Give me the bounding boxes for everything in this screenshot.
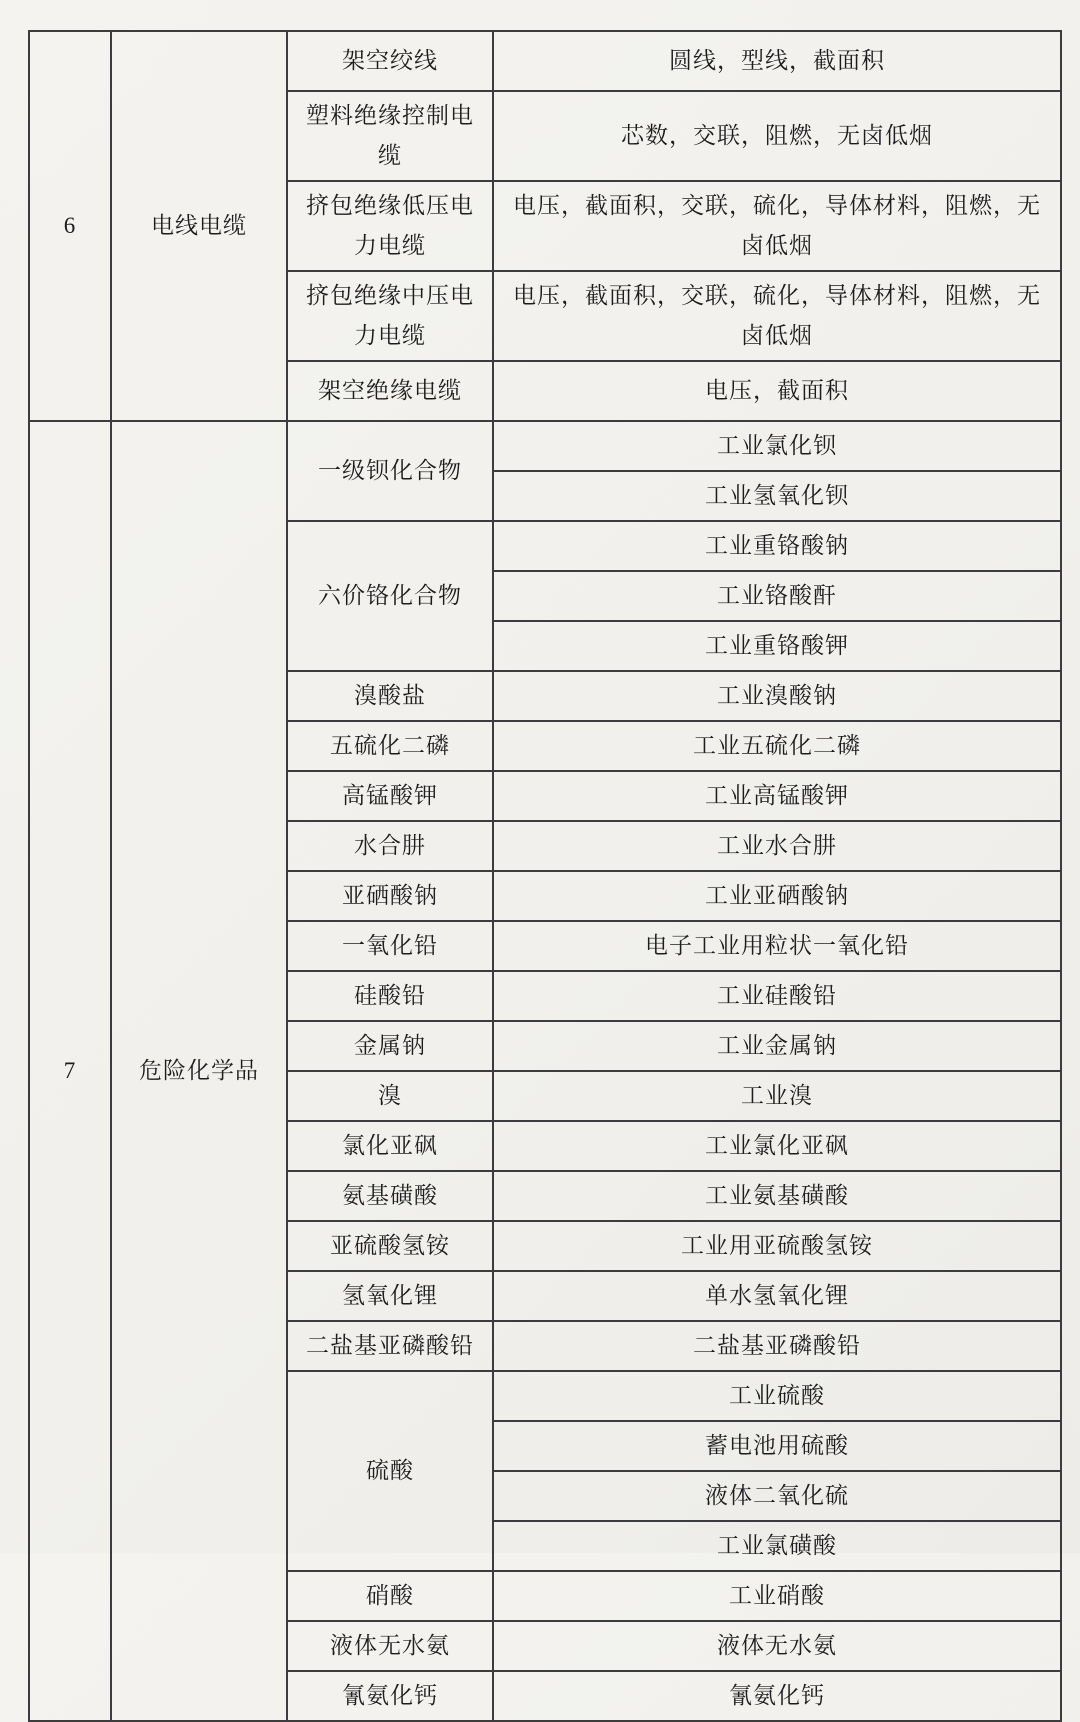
subcategory-cell: 金属钠 — [287, 1021, 493, 1071]
category-cell: 危险化学品 — [111, 421, 287, 1721]
detail-cell: 工业金属钠 — [493, 1021, 1061, 1071]
detail-cell: 芯数，交联，阻燃，无卤低烟 — [493, 91, 1061, 181]
detail-cell: 工业氯化钡 — [493, 421, 1061, 471]
detail-cell: 工业氯化亚砜 — [493, 1121, 1061, 1171]
detail-cell: 工业水合肼 — [493, 821, 1061, 871]
category-cell: 电线电缆 — [111, 31, 287, 421]
subcategory-cell: 架空绝缘电缆 — [287, 361, 493, 421]
detail-cell: 单水氢氧化锂 — [493, 1271, 1061, 1321]
product-category-table — [28, 30, 1062, 1722]
subcategory-cell: 六价铬化合物 — [287, 521, 493, 671]
detail-cell: 电压，截面积，交联，硫化，导体材料，阻燃，无卤低烟 — [493, 271, 1061, 361]
detail-cell: 工业氢氧化钡 — [493, 471, 1061, 521]
detail-cell: 圆线，型线，截面积 — [493, 31, 1061, 91]
row-number-cell: 6 — [29, 31, 111, 421]
detail-cell: 液体无水氨 — [493, 1621, 1061, 1671]
subcategory-cell: 一氧化铅 — [287, 921, 493, 971]
subcategory-cell: 硝酸 — [287, 1571, 493, 1621]
subcategory-cell: 硅酸铅 — [287, 971, 493, 1021]
table-body — [29, 31, 1061, 1721]
detail-cell: 氰氨化钙 — [493, 1671, 1061, 1721]
subcategory-cell: 亚硫酸氢铵 — [287, 1221, 493, 1271]
detail-cell: 工业亚硒酸钠 — [493, 871, 1061, 921]
detail-cell: 电压，截面积 — [493, 361, 1061, 421]
subcategory-cell: 水合肼 — [287, 821, 493, 871]
subcategory-cell: 氰氨化钙 — [287, 1671, 493, 1721]
detail-cell: 电子工业用粒状一氧化铅 — [493, 921, 1061, 971]
detail-cell: 工业硅酸铅 — [493, 971, 1061, 1021]
detail-cell: 二盐基亚磷酸铅 — [493, 1321, 1061, 1371]
subcategory-cell: 氢氧化锂 — [287, 1271, 493, 1321]
subcategory-cell: 高锰酸钾 — [287, 771, 493, 821]
detail-cell: 工业硫酸 — [493, 1371, 1061, 1421]
subcategory-cell: 溴酸盐 — [287, 671, 493, 721]
detail-cell: 工业用亚硫酸氢铵 — [493, 1221, 1061, 1271]
subcategory-cell: 挤包绝缘低压电力电缆 — [287, 181, 493, 271]
detail-cell: 工业溴 — [493, 1071, 1061, 1121]
subcategory-cell: 氨基磺酸 — [287, 1171, 493, 1221]
detail-cell: 工业高锰酸钾 — [493, 771, 1061, 821]
detail-cell: 工业重铬酸钾 — [493, 621, 1061, 671]
detail-cell: 电压，截面积，交联，硫化，导体材料，阻燃，无卤低烟 — [493, 181, 1061, 271]
detail-cell: 工业五硫化二磷 — [493, 721, 1061, 771]
table-row — [29, 31, 1061, 91]
detail-cell: 工业溴酸钠 — [493, 671, 1061, 721]
subcategory-cell: 液体无水氨 — [287, 1621, 493, 1671]
table-row — [29, 421, 1061, 471]
detail-cell: 液体二氧化硫 — [493, 1471, 1061, 1521]
subcategory-cell: 一级钡化合物 — [287, 421, 493, 521]
subcategory-cell: 架空绞线 — [287, 31, 493, 91]
detail-cell: 工业氨基磺酸 — [493, 1171, 1061, 1221]
subcategory-cell: 挤包绝缘中压电力电缆 — [287, 271, 493, 361]
detail-cell: 蓄电池用硫酸 — [493, 1421, 1061, 1471]
row-number-cell: 7 — [29, 421, 111, 1721]
subcategory-cell: 氯化亚砜 — [287, 1121, 493, 1171]
subcategory-cell: 五硫化二磷 — [287, 721, 493, 771]
detail-cell: 工业氯磺酸 — [493, 1521, 1061, 1571]
detail-cell: 工业硝酸 — [493, 1571, 1061, 1621]
subcategory-cell: 硫酸 — [287, 1371, 493, 1571]
subcategory-cell: 亚硒酸钠 — [287, 871, 493, 921]
subcategory-cell: 溴 — [287, 1071, 493, 1121]
detail-cell: 工业重铬酸钠 — [493, 521, 1061, 571]
subcategory-cell: 塑料绝缘控制电缆 — [287, 91, 493, 181]
detail-cell: 工业铬酸酐 — [493, 571, 1061, 621]
subcategory-cell: 二盐基亚磷酸铅 — [287, 1321, 493, 1371]
